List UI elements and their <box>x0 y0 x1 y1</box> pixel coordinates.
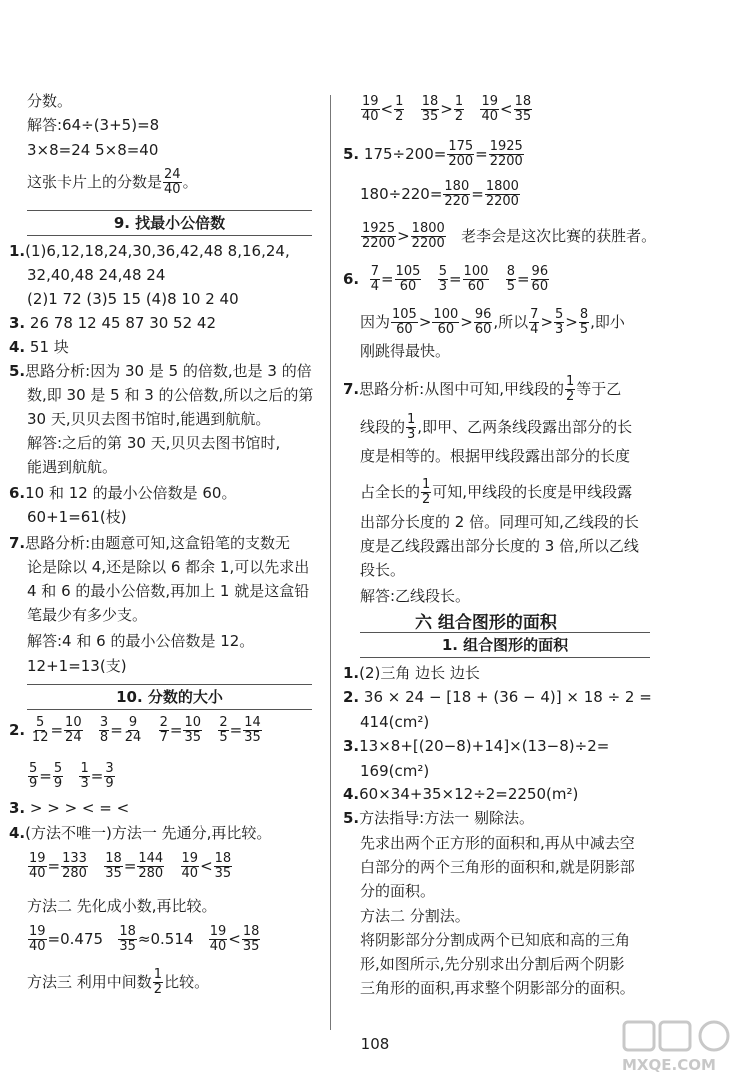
text-line: 方法三 利用中间数 $\frac{1}{2}$ 比较。 <box>27 967 210 997</box>
question-4b: 4.(方法不唯一)方法一 先通分,再比较。 <box>9 824 272 842</box>
text-line: 段长。 <box>360 561 406 579</box>
question-3b: 3.13×8+[(20−8)+14]×(13−8)÷2= <box>343 737 610 755</box>
text-line: 刚跳得最快。 <box>360 342 451 360</box>
fraction: $\frac{24}{40}$ <box>164 167 181 197</box>
text-line: (2)1 72 (3)5 15 (4)8 10 2 40 <box>27 290 239 308</box>
question-4c: 4.60×34+35×12÷2=2250(m²) <box>343 785 579 803</box>
question-5b: 5.方法指导:方法一 剔除法。 <box>343 809 534 827</box>
question-5: 5.思路分析:因为 30 是 5 的倍数,也是 3 的倍 <box>9 362 312 380</box>
question-1b: 1.(2)三角 边长 边长 <box>343 664 480 682</box>
text-line: 解答:64÷(3+5)=8 <box>27 116 160 134</box>
question-2b: 2. 36 × 24 − [18 + (36 − 4)] × 18 ÷ 2 = <box>343 688 652 706</box>
question-6-fractions: 6. $\frac{7}{4}$ = $\frac{105}{60}$ $\frac{5}{3}$ = $\frac{100}{60}$ $\frac{8}{5}$ = $\frac{96}{60}$ <box>343 264 549 294</box>
fraction-line: $\frac{19}{40}$ =0.475 $\frac{18}{35}$ ≈0.514 $\frac{19}{40}$ < $\frac{18}{35}$ <box>29 924 260 954</box>
text-line: 线段的 $\frac{1}{3}$ ,即甲、乙两条线段露出部分的长 <box>360 412 633 442</box>
text-line: 方法二 先化成小数,再比较。 <box>27 897 217 915</box>
text-line: 32,40,48 24,48 24 <box>27 266 166 284</box>
fraction-line: $\frac{5}{9}$ = $\frac{5}{9}$ $\frac{1}{3}$ = $\frac{3}{9}$ <box>29 761 114 791</box>
fraction-line: 因为 $\frac{105}{60}$ > $\frac{100}{60}$ > $\frac{96}{60}$ ,所以 $\frac{7}{4}$ > $\frac{5}{3}$ > $\frac{8}{5}$ ,即小 <box>360 307 625 337</box>
text-line: 度是乙线段露出部分长度的 3 倍,所以乙线 <box>360 537 639 555</box>
text-line: 白部分的两个三角形的面积和,就是阴影部 <box>360 858 635 876</box>
text-line: 4 和 6 的最小公倍数,再加上 1 就是这盒铅 <box>27 582 310 600</box>
section-heading: 9. 找最小公倍数 <box>27 212 312 234</box>
section-heading: 10. 分数的大小 <box>27 686 312 708</box>
text-line: 三角形的面积,再求整个阴影部分的面积。 <box>360 979 635 997</box>
question-2-fractions: 2. $\frac{5}{12}$ = $\frac{10}{24}$ $\frac{3}{8}$ = $\frac{9}{24}$ $\frac{2}{7}$ = $\frac{10}{35}$ $\frac{2}{5}$ = $\frac{14}{35}$ <box>9 715 261 745</box>
text-line: 解答:乙线段长。 <box>360 587 471 605</box>
text-line: 笔最少有多少支。 <box>27 606 148 624</box>
text-line: 30 天,贝贝去图书馆时,能遇到航航。 <box>27 410 271 428</box>
question-3: 3. 26 78 12 45 87 30 52 42 <box>9 314 216 332</box>
text-line: 60+1=61(枝) <box>27 508 127 526</box>
fraction-line: $\frac{19}{40}$ = $\frac{133}{280}$ $\frac{18}{35}$ = $\frac{144}{280}$ $\frac{19}{40}$ < $\frac{18}{35}$ <box>29 851 232 881</box>
section-heading: 1. 组合图形的面积 <box>360 634 650 656</box>
text-line: 3×8=24 5×8=40 <box>27 141 159 159</box>
question-3-signs: 3. > > > < = < <box>9 799 130 817</box>
text-line: 414(cm²) <box>360 713 430 731</box>
question-5-fractions: 5. 175÷200= $\frac{175}{200}$ = $\frac{1925}{2200}$ <box>343 139 523 169</box>
text-line: 能遇到航航。 <box>27 458 118 476</box>
fraction-line: $\frac{1925}{2200}$ > $\frac{1800}{2200}$ 老李会是这次比赛的获胜者。 <box>362 221 657 251</box>
text-line: 12+1=13(支) <box>27 657 127 675</box>
question-7: 7.思路分析:由题意可知,这盒铅笔的支数无 <box>9 534 290 552</box>
watermark-logo <box>620 1018 738 1074</box>
page-number: 108 <box>360 1035 390 1053</box>
text-line: 论是除以 4,还是除以 6 都余 1,可以先求出 <box>27 558 310 576</box>
text-line: 方法二 分割法。 <box>360 907 470 925</box>
column-divider <box>330 95 331 1030</box>
text-line: 169(cm²) <box>360 762 430 780</box>
question-1: 1.(1)6,12,18,24,30,36,42,48 8,16,24, <box>9 242 290 260</box>
text-line: 形,如图所示,先分别求出分割后两个阴影 <box>360 955 625 973</box>
text-line: 占全长的 $\frac{1}{2}$ 可知,甲线段的长度是甲线段露 <box>360 477 633 507</box>
fraction-line: $\frac{19}{40}$ < $\frac{1}{2}$ $\frac{18}{35}$ > $\frac{1}{2}$ $\frac{19}{40}$ < $\frac{18}{35}$ <box>362 94 532 124</box>
text-line: 数,即 30 是 5 和 3 的公倍数,所以之后的第 <box>27 386 314 404</box>
text-line: 这张卡片上的分数是 $\frac{24}{40}$ 。 <box>27 167 198 197</box>
text-line: 度是相等的。根据甲线段露出部分的长度 <box>360 447 631 465</box>
question-7: 7.思路分析:从图中可知,甲线段的 $\frac{1}{2}$ 等于乙 <box>343 374 622 404</box>
text-line: 解答:之后的第 30 天,贝贝去图书馆时, <box>27 434 281 452</box>
text-line: 先求出两个正方形的面积和,再从中减去空 <box>360 834 635 852</box>
watermark-text: MXQE.COM <box>622 1056 716 1074</box>
text-line: 分的面积。 <box>360 882 436 900</box>
text-line: 分数。 <box>27 92 73 110</box>
fraction-line: 180÷220= $\frac{180}{220}$ = $\frac{1800}{2200}$ <box>360 179 519 209</box>
text-line: 解答:4 和 6 的最小公倍数是 12。 <box>27 632 255 650</box>
question-6: 6.10 和 12 的最小公倍数是 60。 <box>9 484 237 502</box>
question-4: 4. 51 块 <box>9 338 69 356</box>
text-line: 将阴影部分分割成两个已知底和高的三角 <box>360 931 631 949</box>
chapter-title: 六 组合图形的面积 <box>415 613 557 633</box>
text-line: 出部分长度的 2 倍。同理可知,乙线段的长 <box>360 513 639 531</box>
